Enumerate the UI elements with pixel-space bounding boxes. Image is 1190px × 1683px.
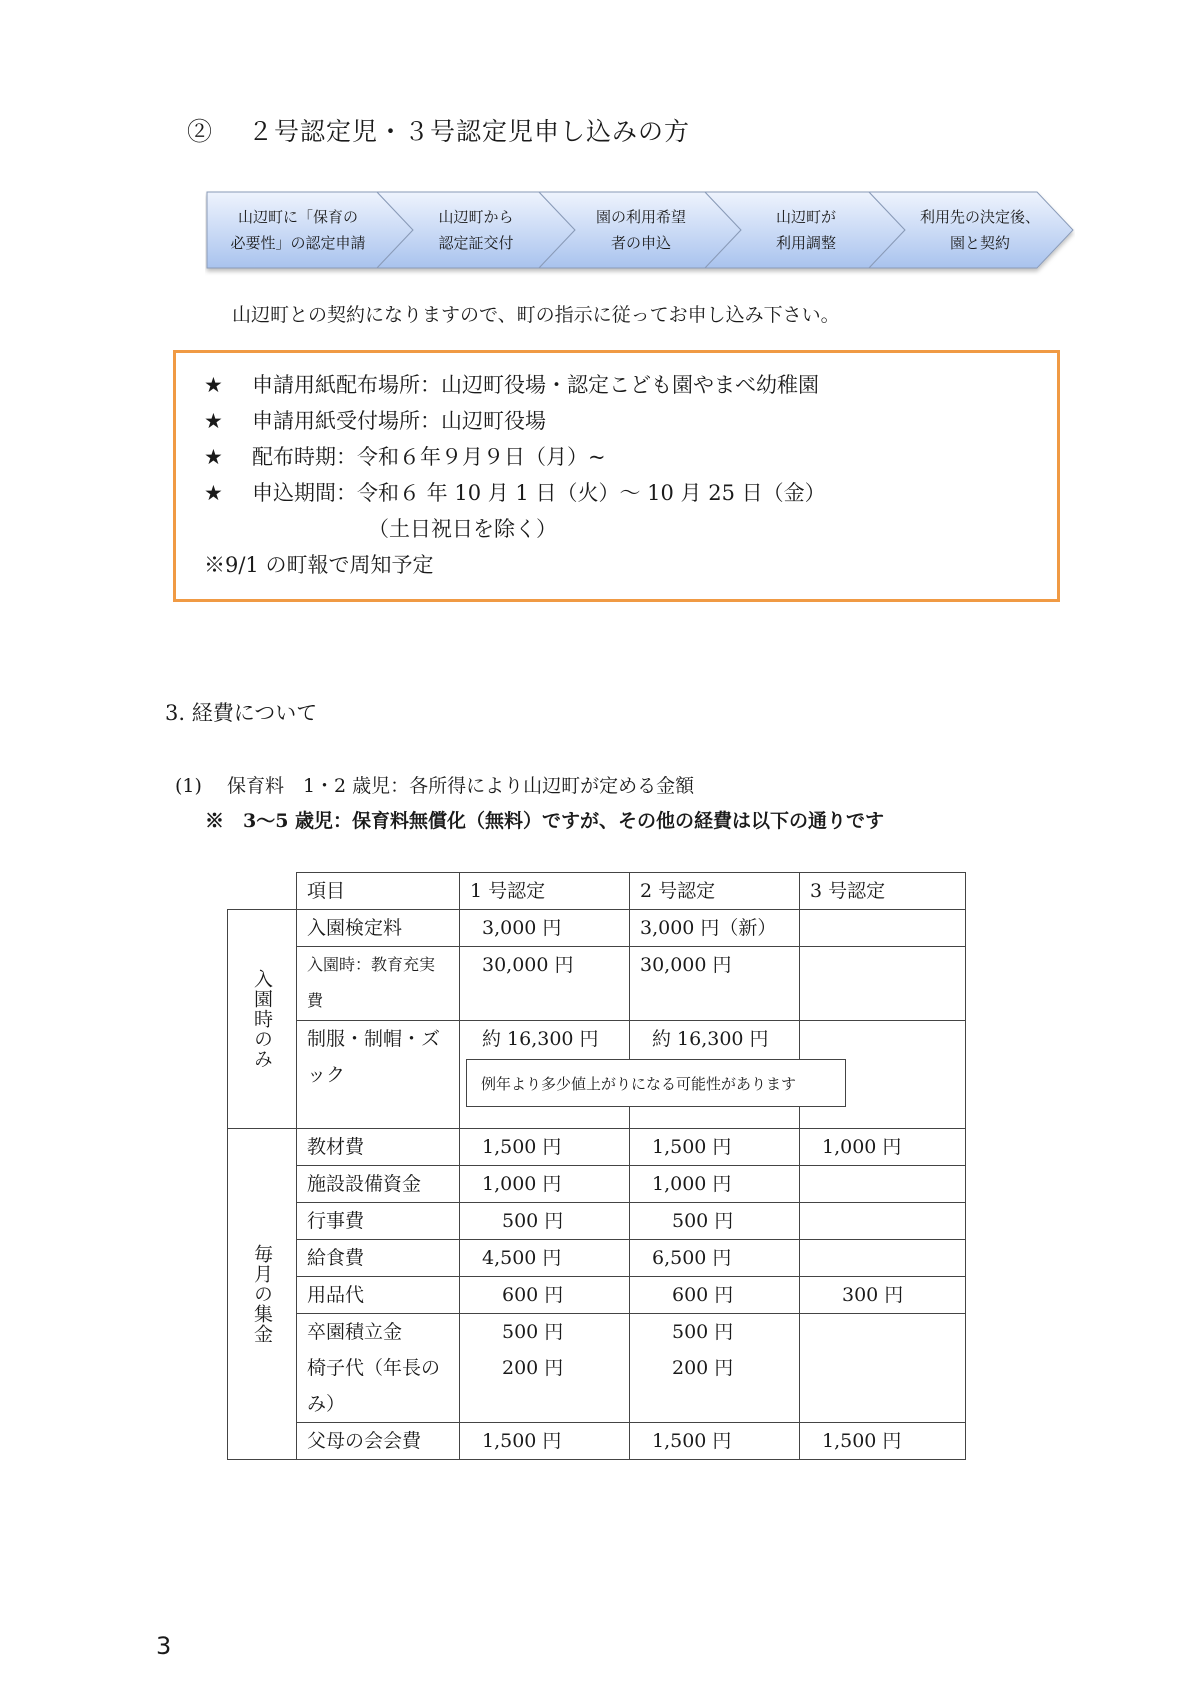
row-item: 用品代: [297, 1277, 460, 1314]
header-type1: 1 号認定: [460, 873, 630, 910]
table-row: [228, 1314, 966, 1423]
cell-type3: 1,500 円: [800, 1423, 966, 1460]
cell-type2-combined: [630, 1314, 800, 1423]
header-item: 項目: [297, 873, 460, 910]
cell-type2: 500 円: [630, 1203, 800, 1240]
row-item: 給食費: [297, 1240, 460, 1277]
process-flow: [205, 190, 1075, 276]
section-title-expenses: 3. 経費について: [165, 701, 318, 725]
section-heading: ② ２号認定児・３号認定児申し込みの方: [187, 117, 690, 146]
cell-type2: 500 円: [672, 1321, 734, 1343]
info-line-distribution-place: [204, 369, 819, 399]
flow-step-1-line2: 必要性」の認定申請: [230, 234, 366, 252]
row-item: 卒園積立金: [307, 1321, 403, 1343]
cell-type3: 300 円: [800, 1277, 966, 1314]
cell-type1: 500 円: [460, 1203, 630, 1240]
flow-step-4-line2: 利用調整: [775, 234, 836, 252]
cell-type3-combined: [800, 1314, 966, 1423]
free-childcare-note: ※ 3〜5 歳児：保育料無償化（無料）ですが、その他の経費は以下の通りです: [205, 810, 885, 832]
info-text: 配布時期：令和６年９月９日（月）~: [252, 445, 606, 469]
header-type2: 2 号認定: [630, 873, 800, 910]
info-line-excluding-holidays: （土日祝日を除く）: [368, 517, 557, 541]
flow-step-5-line2: 園と契約: [949, 234, 1010, 252]
flow-step-5-line1: 利用先の決定後、: [919, 208, 1040, 226]
table-corner: [228, 873, 297, 910]
row-item: 入園時：教育充実費: [297, 947, 460, 1021]
info-footnote: ※9/1 の町報で周知予定: [204, 553, 434, 577]
cell-type1: 4,500 円: [460, 1240, 630, 1277]
flow-step-2: [401, 190, 551, 270]
flow-step-2-line1: 山辺町から: [438, 208, 514, 226]
flow-step-3-line1: 園の利用希望: [595, 208, 686, 226]
cell-type1-combined: [460, 1314, 630, 1423]
cell-type2: 1,500 円: [630, 1129, 800, 1166]
flow-step-2-line2: 認定証交付: [438, 234, 514, 252]
header-type3: 3 号認定: [800, 873, 966, 910]
info-line-distribution-period: [204, 441, 606, 471]
star-icon: ★: [204, 481, 223, 505]
table-row: [228, 1166, 966, 1203]
table-header-row: [228, 873, 966, 910]
cell-type1: 600 円: [460, 1277, 630, 1314]
table-row: [228, 947, 966, 1021]
cell-type2: 30,000 円: [630, 947, 800, 1021]
cell-type3: [800, 1166, 966, 1203]
row-item: 父母の会会費: [297, 1423, 460, 1460]
row-item-combined: [297, 1314, 460, 1423]
cell-type2: 約 16,300 円: [630, 1021, 800, 1129]
fee-table: [227, 872, 966, 1460]
price-increase-callout: 例年より多少値上がりになる可能性があります: [466, 1059, 846, 1107]
group-label-admission: 入園時のみ: [228, 910, 297, 1129]
table-row: [228, 1129, 966, 1166]
info-text: 申請用紙受付場所：山辺町役場: [252, 409, 546, 433]
flow-step-1: [213, 190, 383, 270]
cell-type2: 6,500 円: [630, 1240, 800, 1277]
info-text: 申請用紙配布場所：山辺町役場・認定こども園やまべ幼稚園: [252, 373, 819, 397]
cell-type3: [800, 1240, 966, 1277]
table-row: [228, 1423, 966, 1460]
row-item: 行事費: [297, 1203, 460, 1240]
star-icon: ★: [204, 445, 223, 469]
cell-type1: 約 16,300 円: [460, 1021, 630, 1129]
row-item: 椅子代（年長のみ）: [307, 1357, 441, 1415]
table-row: [228, 1277, 966, 1314]
star-icon: ★: [204, 373, 223, 397]
cell-type2: 1,500 円: [630, 1423, 800, 1460]
flow-step-3-line2: 者の申込: [610, 234, 671, 252]
page-number: 3: [156, 1632, 172, 1660]
info-line-reception-place: [204, 405, 546, 435]
cell-type2: 1,000 円: [630, 1166, 800, 1203]
flow-step-4: [729, 190, 883, 270]
star-icon: ★: [204, 409, 223, 433]
cell-type2: 600 円: [630, 1277, 800, 1314]
table-row: [228, 1203, 966, 1240]
cell-type1: 500 円: [502, 1321, 564, 1343]
cell-type1: 1,500 円: [460, 1129, 630, 1166]
table-row: [228, 1240, 966, 1277]
cell-type2: 3,000 円（新）: [630, 910, 800, 947]
row-item: 施設設備資金: [297, 1166, 460, 1203]
application-info-box: [173, 350, 1060, 602]
cell-type1: 3,000 円: [460, 910, 630, 947]
flow-step-4-line1: 山辺町が: [775, 208, 836, 226]
row-item: 入園検定料: [297, 910, 460, 947]
row-item: 教材費: [297, 1129, 460, 1166]
row-item: 制服・制帽・ズック: [297, 1021, 460, 1129]
cell-type3: [800, 1203, 966, 1240]
cell-type3: [800, 947, 966, 1021]
table-row: [228, 910, 966, 947]
flow-step-5: [895, 190, 1065, 270]
cell-type1: 30,000 円: [460, 947, 630, 1021]
cell-type2: 200 円: [672, 1357, 734, 1379]
cell-type1: 1,000 円: [460, 1166, 630, 1203]
cell-type1: 200 円: [502, 1357, 564, 1379]
info-line-application-period: [204, 477, 826, 507]
cell-type1: 1,500 円: [460, 1423, 630, 1460]
cell-type3: 1,000 円: [800, 1129, 966, 1166]
contract-note: 山辺町との契約になりますので、町の指示に従ってお申し込み下さい。: [232, 304, 840, 326]
flow-step-1-line1: 山辺町に「保育の: [237, 208, 358, 226]
group-label-monthly: 毎月の集金: [228, 1129, 297, 1460]
childcare-fee-line: (1) 保育料 1・2 歳児：各所得により山辺町が定める金額: [175, 775, 695, 797]
cell-type3: [800, 910, 966, 947]
flow-step-3: [563, 190, 719, 270]
info-text: 申込期間：令和６ 年 10 月 1 日（火）～ 10 月 25 日（金）: [252, 481, 826, 505]
